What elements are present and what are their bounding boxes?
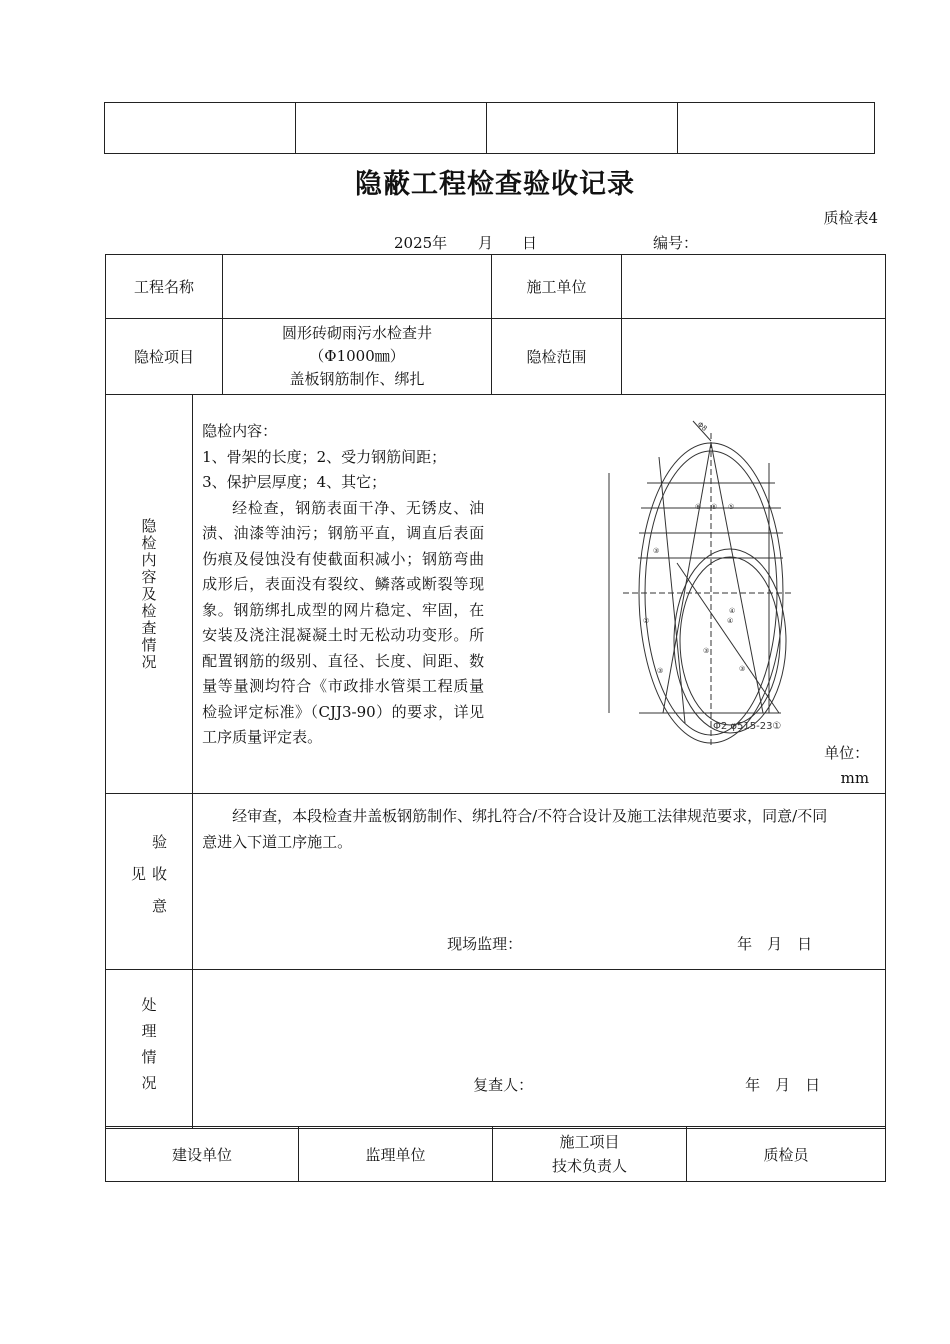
handling-label: 处理情况 <box>139 997 158 1101</box>
acceptance-cell <box>193 794 886 970</box>
svg-text:⑥: ⑥ <box>711 503 718 511</box>
content-section-label-cell <box>106 395 193 794</box>
content-line-1: 1、骨架的长度；2、受力钢筋间距； <box>202 447 447 466</box>
tech-line-2: 技术负责人 <box>551 1157 627 1175</box>
svg-text:③: ③ <box>703 647 710 655</box>
serial-label: 编号： <box>653 234 699 252</box>
content-text-block <box>202 419 484 751</box>
inspection-scope-value <box>622 319 886 395</box>
project-name-label: 工程名称 <box>106 255 223 319</box>
item-line-1: 圆形砖砌雨污水检查井 <box>282 324 433 342</box>
handling-label-cell <box>106 970 193 1129</box>
blank-cell <box>105 103 296 154</box>
blank-header-table <box>104 102 875 154</box>
inspection-scope-label: 隐检范围 <box>492 319 622 395</box>
tech-line-1: 施工项目 <box>559 1133 620 1151</box>
handling-cell <box>193 970 886 1129</box>
svg-text:③: ③ <box>657 667 664 675</box>
svg-text:④: ④ <box>729 607 736 615</box>
svg-text:Φ8: Φ8 <box>695 420 709 433</box>
blank-cell <box>678 103 875 154</box>
form-number: 质检表4 <box>823 209 878 227</box>
signoff-inspector: 质检员 <box>687 1127 886 1182</box>
acceptance-label-cell <box>106 794 193 970</box>
unit-note: 单位：mm <box>824 744 870 787</box>
drawing-label: Φ2 φ515-23① <box>713 721 782 732</box>
content-cell <box>193 395 886 794</box>
acceptance-text: 经审查，本段检查井盖板钢筋制作、绑扎符合/不符合设计及施工法律规范要求，同意/不同意进入下道工序施工。 <box>202 807 828 851</box>
svg-text:④: ④ <box>727 617 734 625</box>
inspection-item-value <box>223 319 492 395</box>
date-month: 月 <box>478 234 494 252</box>
acceptance-sign-label: 现场监理： <box>447 935 523 953</box>
content-line-2: 3、保护层厚度；4、其它； <box>202 473 387 491</box>
acceptance-date: 年 月 日 <box>737 935 813 953</box>
svg-text:③: ③ <box>653 547 660 555</box>
acceptance-label: 验收意见 <box>129 833 169 930</box>
handling-date: 年 月 日 <box>745 1076 821 1094</box>
blank-cell <box>487 103 678 154</box>
content-section-label: 隐检内容及检查情况 <box>139 517 158 671</box>
date-year: 2025年 <box>394 234 448 252</box>
signoff-supervision: 监理单位 <box>299 1127 493 1182</box>
item-line-2: （Φ1000㎜） <box>309 347 405 365</box>
signoff-table <box>105 1126 886 1182</box>
signoff-tech-lead <box>493 1127 687 1182</box>
item-line-3: 盖板钢筋制作、绑扎 <box>289 370 425 388</box>
svg-text:⑥: ⑥ <box>695 503 702 511</box>
handling-sign-label: 复查人： <box>473 1076 534 1094</box>
inspection-form-table <box>105 254 886 1129</box>
project-name-value <box>223 255 492 319</box>
date-day: 日 <box>522 234 538 252</box>
svg-text:③: ③ <box>739 665 746 673</box>
page-title: 隐蔽工程检查验收记录 <box>355 169 635 200</box>
blank-cell <box>296 103 487 154</box>
content-heading: 隐检内容： <box>202 422 278 440</box>
content-body: 经检查，钢筋表面干净、无锈皮、油渍、油漆等油污；钢筋平直，调直后表面伤痕及侵蚀没有使截面积减小；钢筋弯曲成形后，表面没有裂纹、鳞落或断裂等现象。钢筋绑扎成型的网片稳定、牢固，在安装及浇注混凝凝土时无松动功变形。所配置钢筋的级别、直径、长度、间距、数量等量测均符合《市政排水管渠工程质量检验评定标准》（CJJ3-90）的要求，详见工序质量评定表。 <box>202 498 485 746</box>
reinforcement-drawing <box>593 413 793 753</box>
construction-unit-value <box>622 255 886 319</box>
inspection-item-label: 隐检项目 <box>106 319 223 395</box>
svg-text:⑤: ⑤ <box>728 503 735 511</box>
svg-text:②: ② <box>643 617 650 625</box>
construction-unit-label: 施工单位 <box>492 255 622 319</box>
signoff-owner: 建设单位 <box>106 1127 299 1182</box>
